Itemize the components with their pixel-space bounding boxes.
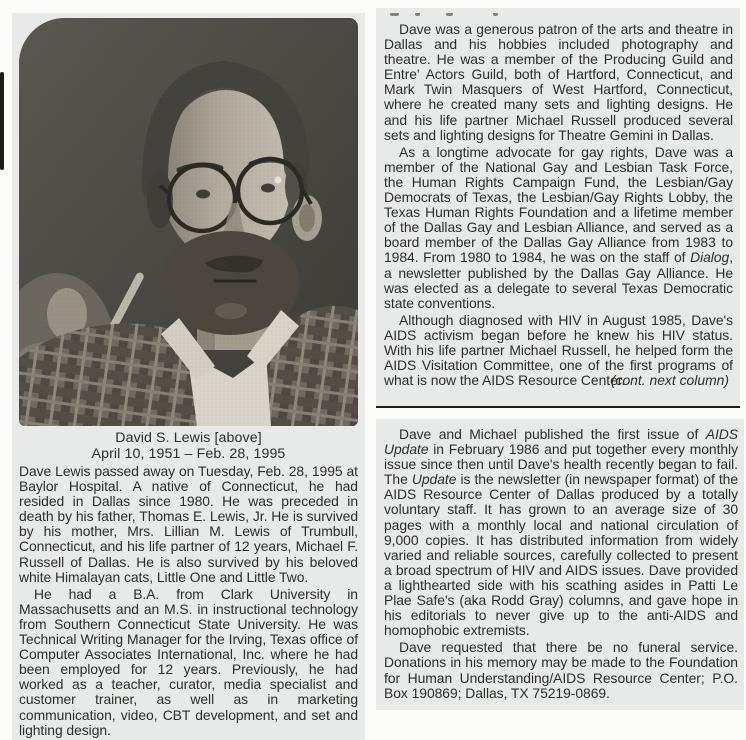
obituary-paragraph-7: Dave requested that there be no funeral service. Donations in his memory may be made to the Foundation for Human Understanding/AIDS Resource Center; P.O. Box 190869; Dallas, TX 75219-0869.	[384, 639, 738, 701]
obituary-paragraph-5: Although diagnosed with HIV in August 1985, Dave's AIDS activism began before he knew his HIV status. With his life partner Michael Russell, he helped form the AIDS Visitation Committee, one of the first programs of what is now the AIDS Resource Center.	[384, 311, 733, 389]
left-column	[12, 13, 365, 740]
obituary-paragraph-2: He had a B.A. from Clark University in Massachusetts and an M.S. in instructional technology from Southern Connecticut State University. He was Technical Writing Manager for the Irving, Texas office of Computer Associates International, Inc. where he had been employed for 12 years. Previously, he had worked as a teacher, curator, media specialist and customer trainer, as well as in marketing communication, video, CBT development, and set and lighting design.	[19, 585, 358, 738]
obituary-paragraph-6: Dave and Michael published the first issue of AIDS Update in February 1986 and put together every monthly issue since then until Dave's health recently began to fail. The Update is the newsletter (in newspaper format) of the AIDS Resource Center of Dallas produced by a totally voluntary staff. It has grown to an average size of 30 pages with a monthly local and national circulation of 9,000 copies. It has distributed information from widely varied and reliable sources, carefully collected to present a broad spectrum of HIV and AIDS issues. Dave provided a lighthearted side with his scathing asides in Patti Le Plae Safe's (aka Rodd Gray) columns, and gave hope in his editorials to never give up to the anti-AIDS and homophobic extremists.	[384, 426, 738, 639]
portrait-illustration	[19, 18, 358, 426]
obituary-paragraph-1: Dave Lewis passed away on Tuesday, Feb. 28, 1995 at Baylor Hospital. A native of Connecticut, he had resided in Dallas since 1980. He was preceded in death by his father, Thomas E. Lewis, Jr. He is survived by his mother, Mrs. Lillian M. Lewis of Trumbull, Connecticut, and his life partner of 12 years, Michael F. Russell of Dallas. He is also survived by his beloved white Himalayan cats, Little One and Little Two.	[19, 463, 358, 585]
scan-edge-artifact	[0, 72, 4, 170]
photo-caption	[19, 430, 358, 462]
obituary-paragraph-3: Dave was a generous patron of the arts and theatre in Dallas and his hobbies included photography and theatre. He was a member of the Producing Guild and Entre' Actors Guild, both of Hartford, Connecticut, and Mark Twin Masquers of West Hartford, Connecticut, where he created many sets and lighting designs. He and his life partner Michael Russell produced several sets and lighting designs for Theatre Gemini in Dallas.	[384, 21, 733, 143]
caption-name: David S. Lewis [above]	[115, 430, 262, 446]
obituary-paragraph-4: As a longtime advocate for gay rights, Dave was a member of the National Gay and Lesbian Task Force, the Human Rights Campaign Fund, the Lesbian/Gay Democrats of Texas, the Lesbian/Gay Rights Lobby, the Texas Human Rights Foundation and a lifetime member of the Dallas Gay and Lesbian Alliance, and served as a board member of the Dallas Gay Alliance from 1983 to 1984. From 1980 to 1984, he was on the staff of Dialog, a newsletter published by the Dallas Gay Alliance. He was elected as a delegate to several Texas Democratic state conventions.	[384, 143, 733, 311]
right-column-block-1	[376, 8, 740, 408]
caption-dates: April 10, 1951 – Feb. 28, 1995	[91, 446, 286, 462]
right-column-block-2	[376, 419, 744, 710]
continuation-note: (cont. next column)	[610, 372, 729, 389]
portrait-photo	[19, 18, 358, 426]
cutoff-text-remnant	[390, 13, 733, 19]
